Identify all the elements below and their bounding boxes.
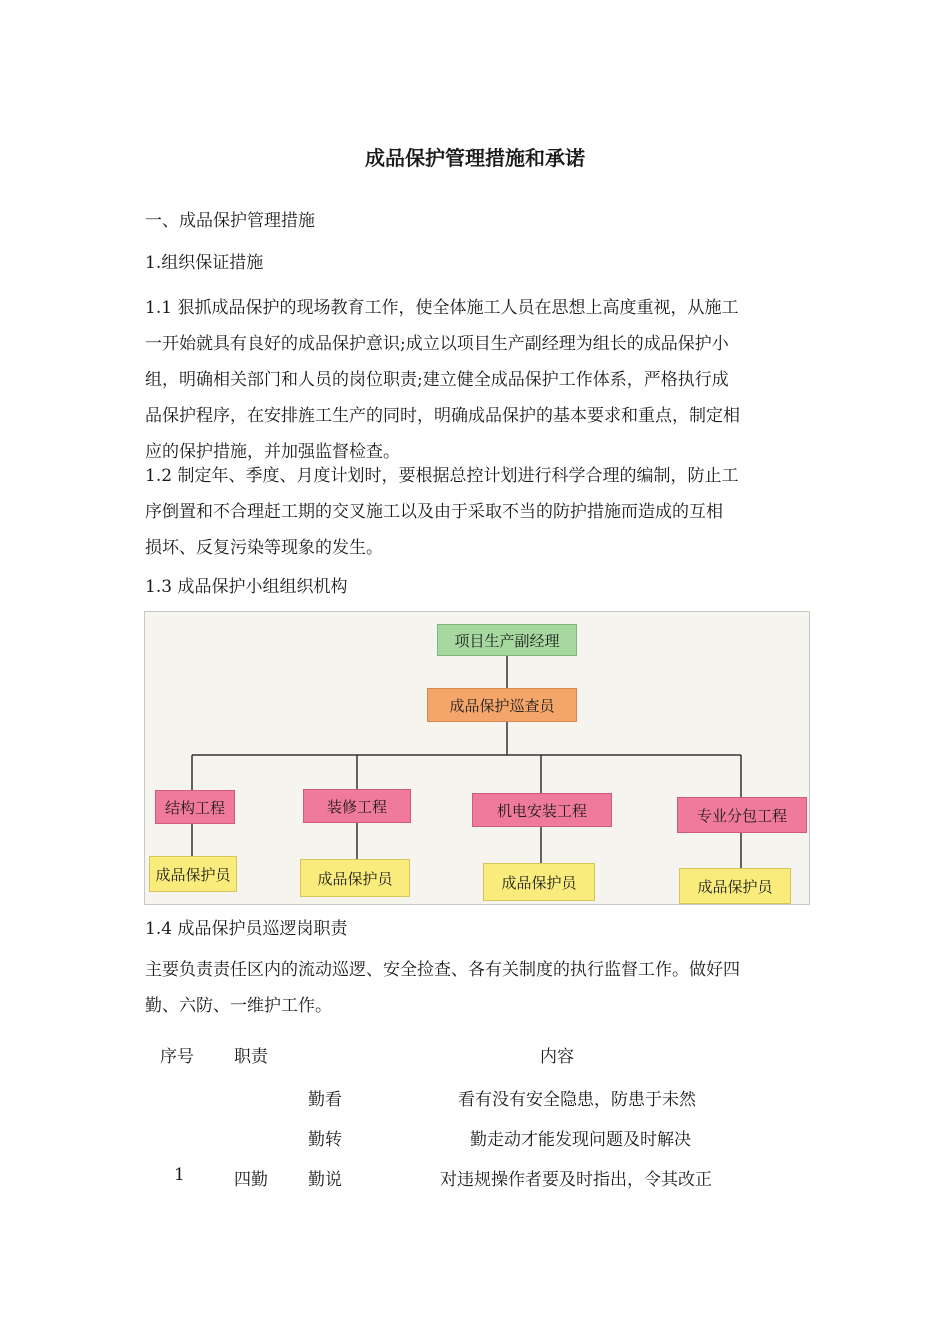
paragraph-line: 组，明确相关部门和人员的岗位职责;建立健全成品保护工作体系，严格执行成 xyxy=(145,370,729,390)
paragraph-line: 序倒置和不合理赶工期的交叉施工以及由于采取不当的防护措施而造成的互相 xyxy=(145,502,723,522)
org-box-top: 项目生产副经理 xyxy=(437,624,577,656)
paragraph-line: 应的保护措施，并加强监督检查。 xyxy=(145,442,400,462)
duties-paragraph xyxy=(145,952,809,1024)
table-cell-desc: 勤走动才能发现问题及时解决 xyxy=(470,1130,691,1150)
paragraph-line: 1.1 狠抓成品保护的现场教育工作，使全体施工人员在思想上高度重视，从施工 xyxy=(145,298,739,318)
table-cell-item: 勤看 xyxy=(308,1090,342,1110)
table-cell-duty: 四勤 xyxy=(234,1170,268,1190)
org-box-branch-decoration: 装修工程 xyxy=(303,789,411,823)
table-cell-desc: 对违规操作者要及时指出，令其改正 xyxy=(440,1170,712,1190)
table-cell-desc: 看有没有安全隐患，防患于未然 xyxy=(458,1090,696,1110)
org-box-leaf: 成品保护员 xyxy=(149,856,237,892)
org-box-leaf: 成品保护员 xyxy=(483,863,595,901)
table-cell-item: 勤说 xyxy=(308,1170,342,1190)
org-box-leaf: 成品保护员 xyxy=(679,868,791,904)
paragraph-line: 损坏、反复污染等现象的发生。 xyxy=(145,538,383,558)
org-chart-heading: 1.3 成品保护小组组织机构 xyxy=(145,577,348,597)
table-header-no: 序号 xyxy=(160,1047,194,1067)
paragraph-1-2 xyxy=(145,458,809,566)
subsection-heading: 1.组织保证措施 xyxy=(145,253,264,273)
org-box-branch-mep: 机电安装工程 xyxy=(472,793,612,827)
org-box-branch-subcontract: 专业分包工程 xyxy=(677,797,807,833)
table-header-duty: 职责 xyxy=(234,1047,268,1067)
duties-heading: 1.4 成品保护员巡逻岗职责 xyxy=(145,919,348,939)
org-chart xyxy=(144,611,810,905)
paragraph-1-1 xyxy=(145,290,809,470)
org-box-branch-structure: 结构工程 xyxy=(155,790,235,824)
paragraph-line: 品保护程序，在安排旌工生产的同时，明确成品保护的基本要求和重点，制定相 xyxy=(145,406,740,426)
org-box-leaf: 成品保护员 xyxy=(300,859,410,897)
section-heading: 一、成品保护管理措施 xyxy=(145,211,315,231)
table-header-content: 内容 xyxy=(540,1047,574,1067)
org-box-second: 成品保护巡查员 xyxy=(427,688,577,722)
page-title: 成品保护管理措施和承诺 xyxy=(365,146,585,170)
paragraph-line: 一开始就具有良好的成品保护意识;成立以项目生产副经理为组长的成品保护小 xyxy=(145,334,729,354)
paragraph-line: 勤、六防、一维护工作。 xyxy=(145,996,332,1016)
table-cell-item: 勤转 xyxy=(308,1130,342,1150)
paragraph-line: 主要负责责任区内的流动巡逻、安全捡查、各有关制度的执行监督工作。做好四 xyxy=(145,960,740,980)
paragraph-line: 1.2 制定年、季度、月度计划时，要根据总控计划进行科学合理的编制，防止工 xyxy=(145,466,739,486)
table-cell-no: 1 xyxy=(174,1165,185,1185)
